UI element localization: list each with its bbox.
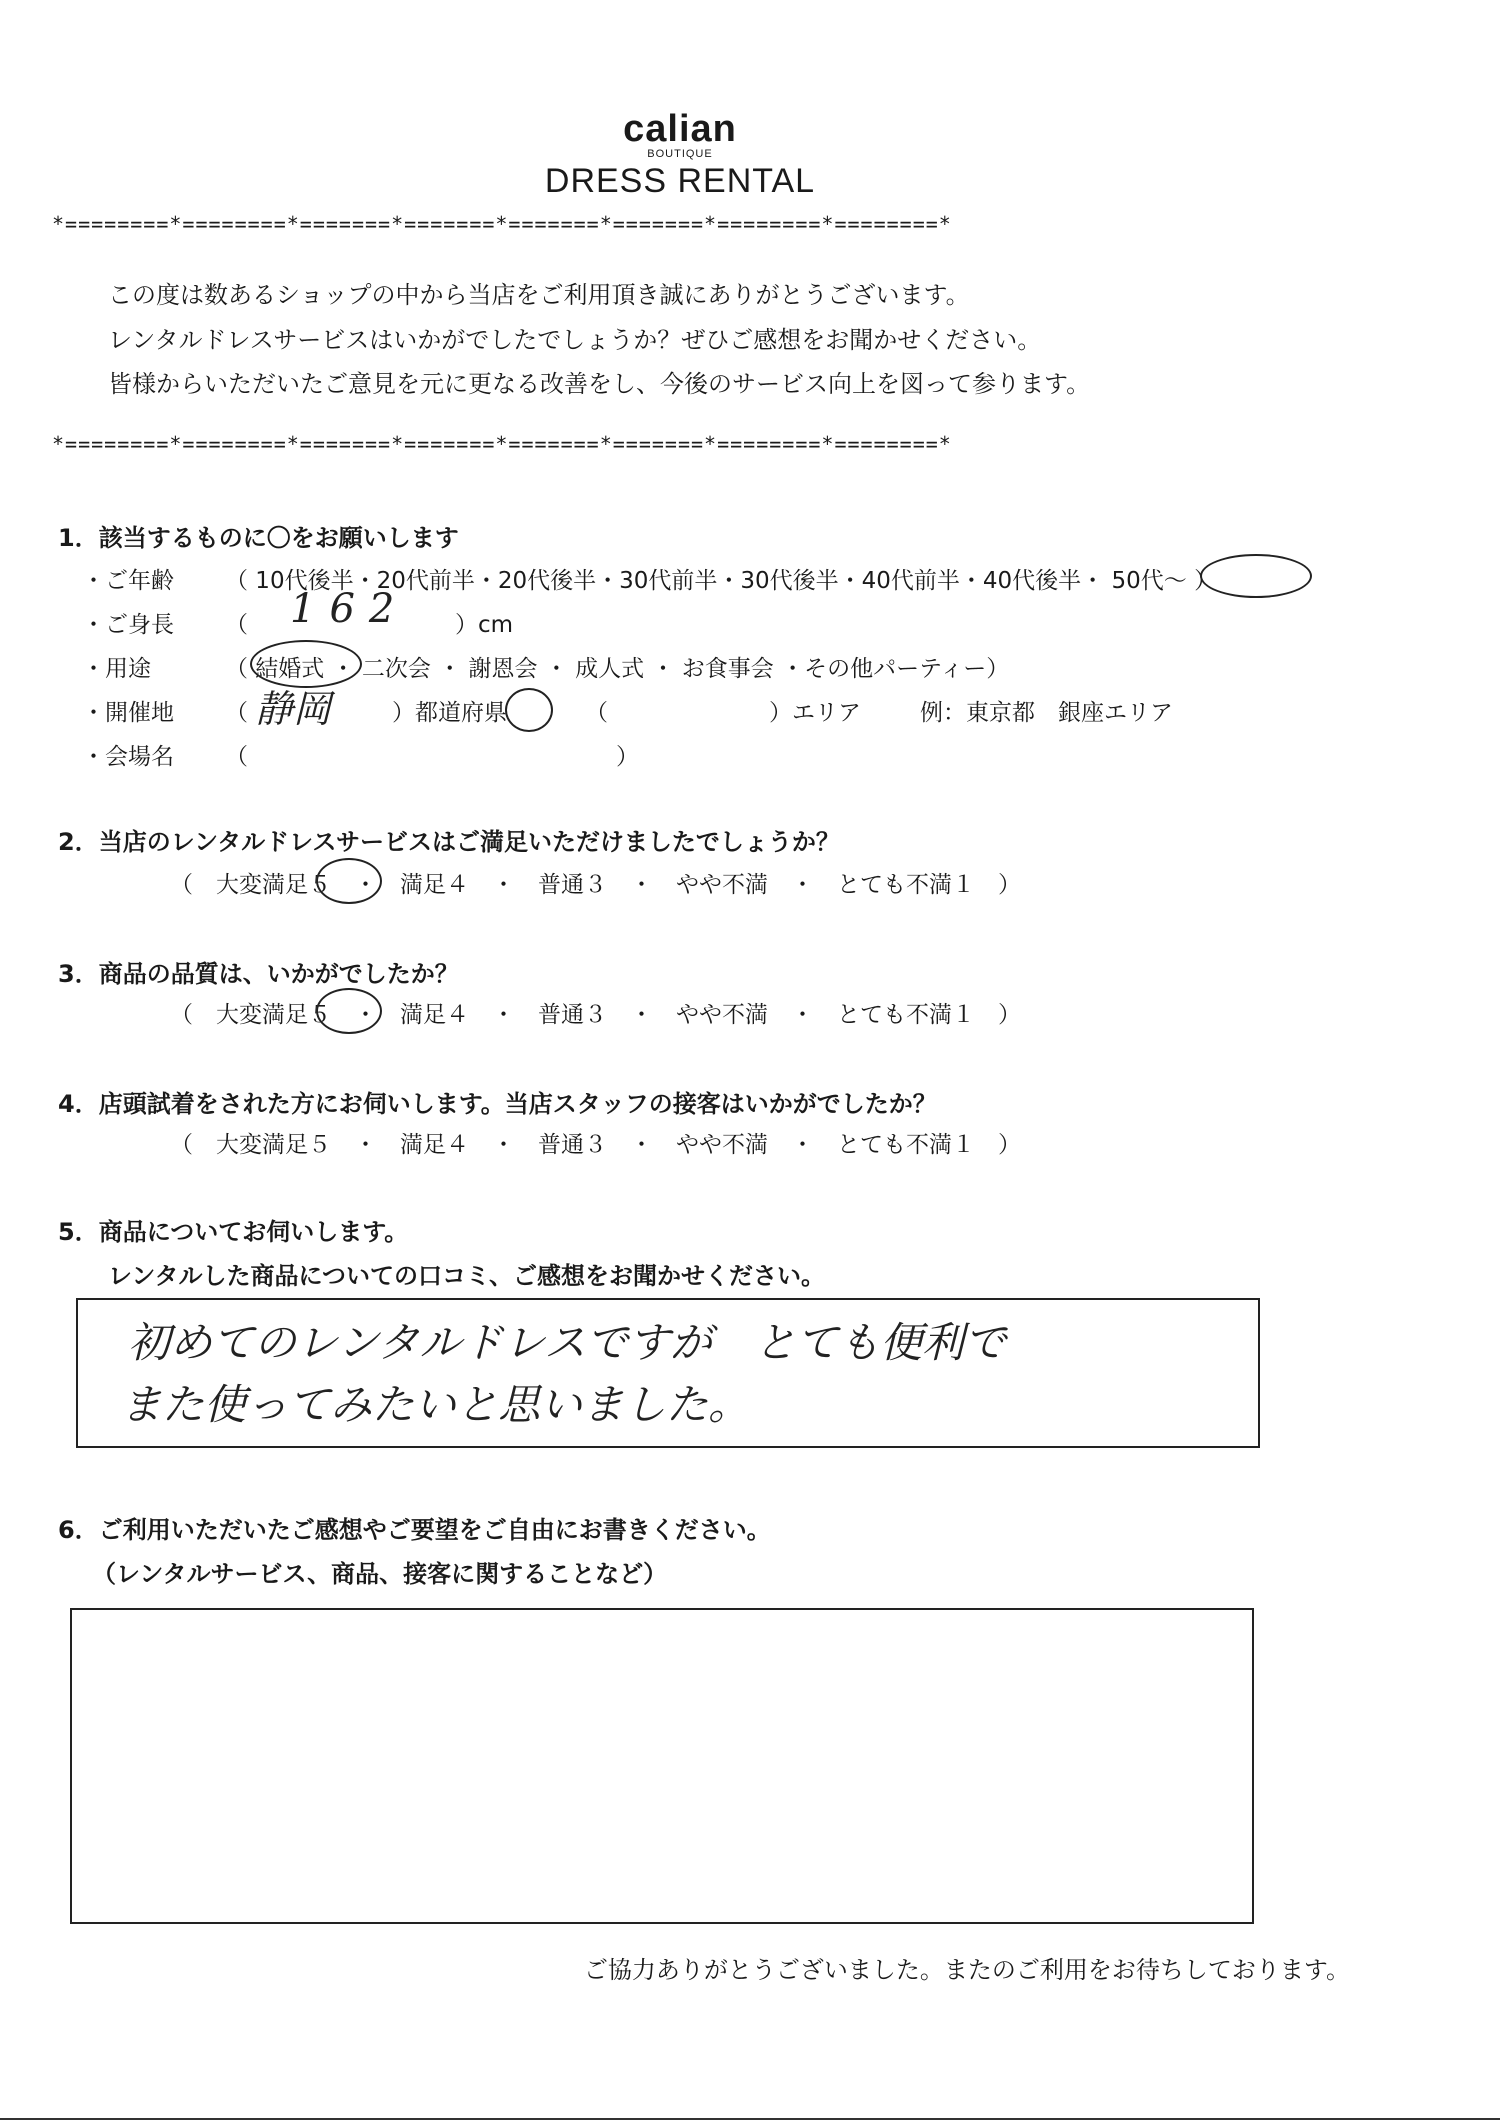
venue-label: ・開催地 xyxy=(82,700,174,726)
q5-answer-line-2: また使ってみたいと思いました。 xyxy=(120,1380,751,1429)
q6-subtitle: （レンタルサービス、商品、接客に関することなど） xyxy=(92,1560,668,1588)
age-options: （ 10代後半・20代前半・20代後半・30代前半・30代後半・40代前半・40代後半・ 50代〜 ） xyxy=(225,568,1218,594)
height-open: （ xyxy=(225,612,248,638)
form-title: DRESS RENTAL xyxy=(544,162,816,200)
footer-thanks: ご協力ありがとうございました。またのご利用をお待ちしております。 xyxy=(583,1956,1350,1984)
page-bottom-line xyxy=(0,2118,1500,2120)
height-close: ）cm xyxy=(455,612,514,638)
purpose-options: （ 結婚式 ・ 二次会 ・ 謝恩会 ・ 成人式 ・ お食事会 ・その他パーティー） xyxy=(225,656,1010,682)
q1-title: 1．該当するものに〇をお願いします xyxy=(58,524,459,552)
separator-top: *========*========*=======*=======*=======*=======*========*========* xyxy=(52,212,952,236)
q5-answer-line-1: 初めてのレンタルドレスですが とても便利で xyxy=(128,1318,1007,1367)
height-label: ・ご身長 xyxy=(82,612,174,638)
intro-line-1: この度は数あるショップの中から当店をご利用頂き誠にありがとうございます。 xyxy=(108,281,970,309)
hall-label: ・会場名 xyxy=(82,744,174,770)
purpose-label: ・用途 xyxy=(82,656,151,682)
hall-value: （ ） xyxy=(225,744,639,770)
height-value: 162 xyxy=(290,586,409,632)
q6-title: 6．ご利用いただいたご感想やご要望をご自由にお書きください。 xyxy=(58,1516,771,1544)
q4-title: 4．店頭試着をされた方にお伺いします。当店スタッフの接客はいかがでしたか？ xyxy=(58,1090,937,1118)
venue-area: （ ）エリア xyxy=(585,700,861,726)
brand-logo: calian xyxy=(623,108,737,150)
q3-selected-circle xyxy=(316,988,382,1034)
brand-sub: BOUTIQUE xyxy=(647,148,713,160)
q5-subtitle: レンタルした商品についての口コミ、ご感想をお聞かせください。 xyxy=(108,1262,825,1290)
venue-example: 例：東京都 銀座エリア xyxy=(920,700,1173,726)
q2-selected-circle xyxy=(316,858,382,904)
q5-title: 5．商品についてお伺いします。 xyxy=(58,1218,409,1246)
venue-pref-circle xyxy=(505,688,553,732)
intro-line-2: レンタルドレスサービスはいかがでしたでしょうか？ぜひご感想をお聞かせください。 xyxy=(108,326,1042,354)
age-selected-circle xyxy=(1200,554,1312,598)
q2-title: 2．当店のレンタルドレスサービスはご満足いただけましたでしょうか？ xyxy=(58,828,840,856)
separator-bottom: *========*========*=======*=======*=======*=======*========*========* xyxy=(52,432,952,456)
age-label: ・ご年齢 xyxy=(82,568,174,594)
q3-options: （ 大変満足５ ・ 満足４ ・ 普通３ ・ やや不満 ・ とても不満１ ） xyxy=(170,1002,1021,1028)
venue-pref: ）都道府県 xyxy=(392,700,507,726)
venue-value: 静岡 xyxy=(255,687,332,731)
q6-answer-box[interactable] xyxy=(70,1608,1254,1924)
intro-line-3: 皆様からいただいたご意見を元に更なる改善をし、今後のサービス向上を図って参ります。 xyxy=(108,370,1091,398)
q3-title: 3．商品の品質は、いかがでしたか？ xyxy=(58,960,459,988)
q2-options: （ 大変満足５ ・ 満足４ ・ 普通３ ・ やや不満 ・ とても不満１ ） xyxy=(170,872,1021,898)
venue-open: （ xyxy=(225,700,248,726)
q5-answer-box[interactable] xyxy=(76,1298,1260,1448)
q4-options: （ 大変満足５ ・ 満足４ ・ 普通３ ・ やや不満 ・ とても不満１ ） xyxy=(170,1132,1021,1158)
